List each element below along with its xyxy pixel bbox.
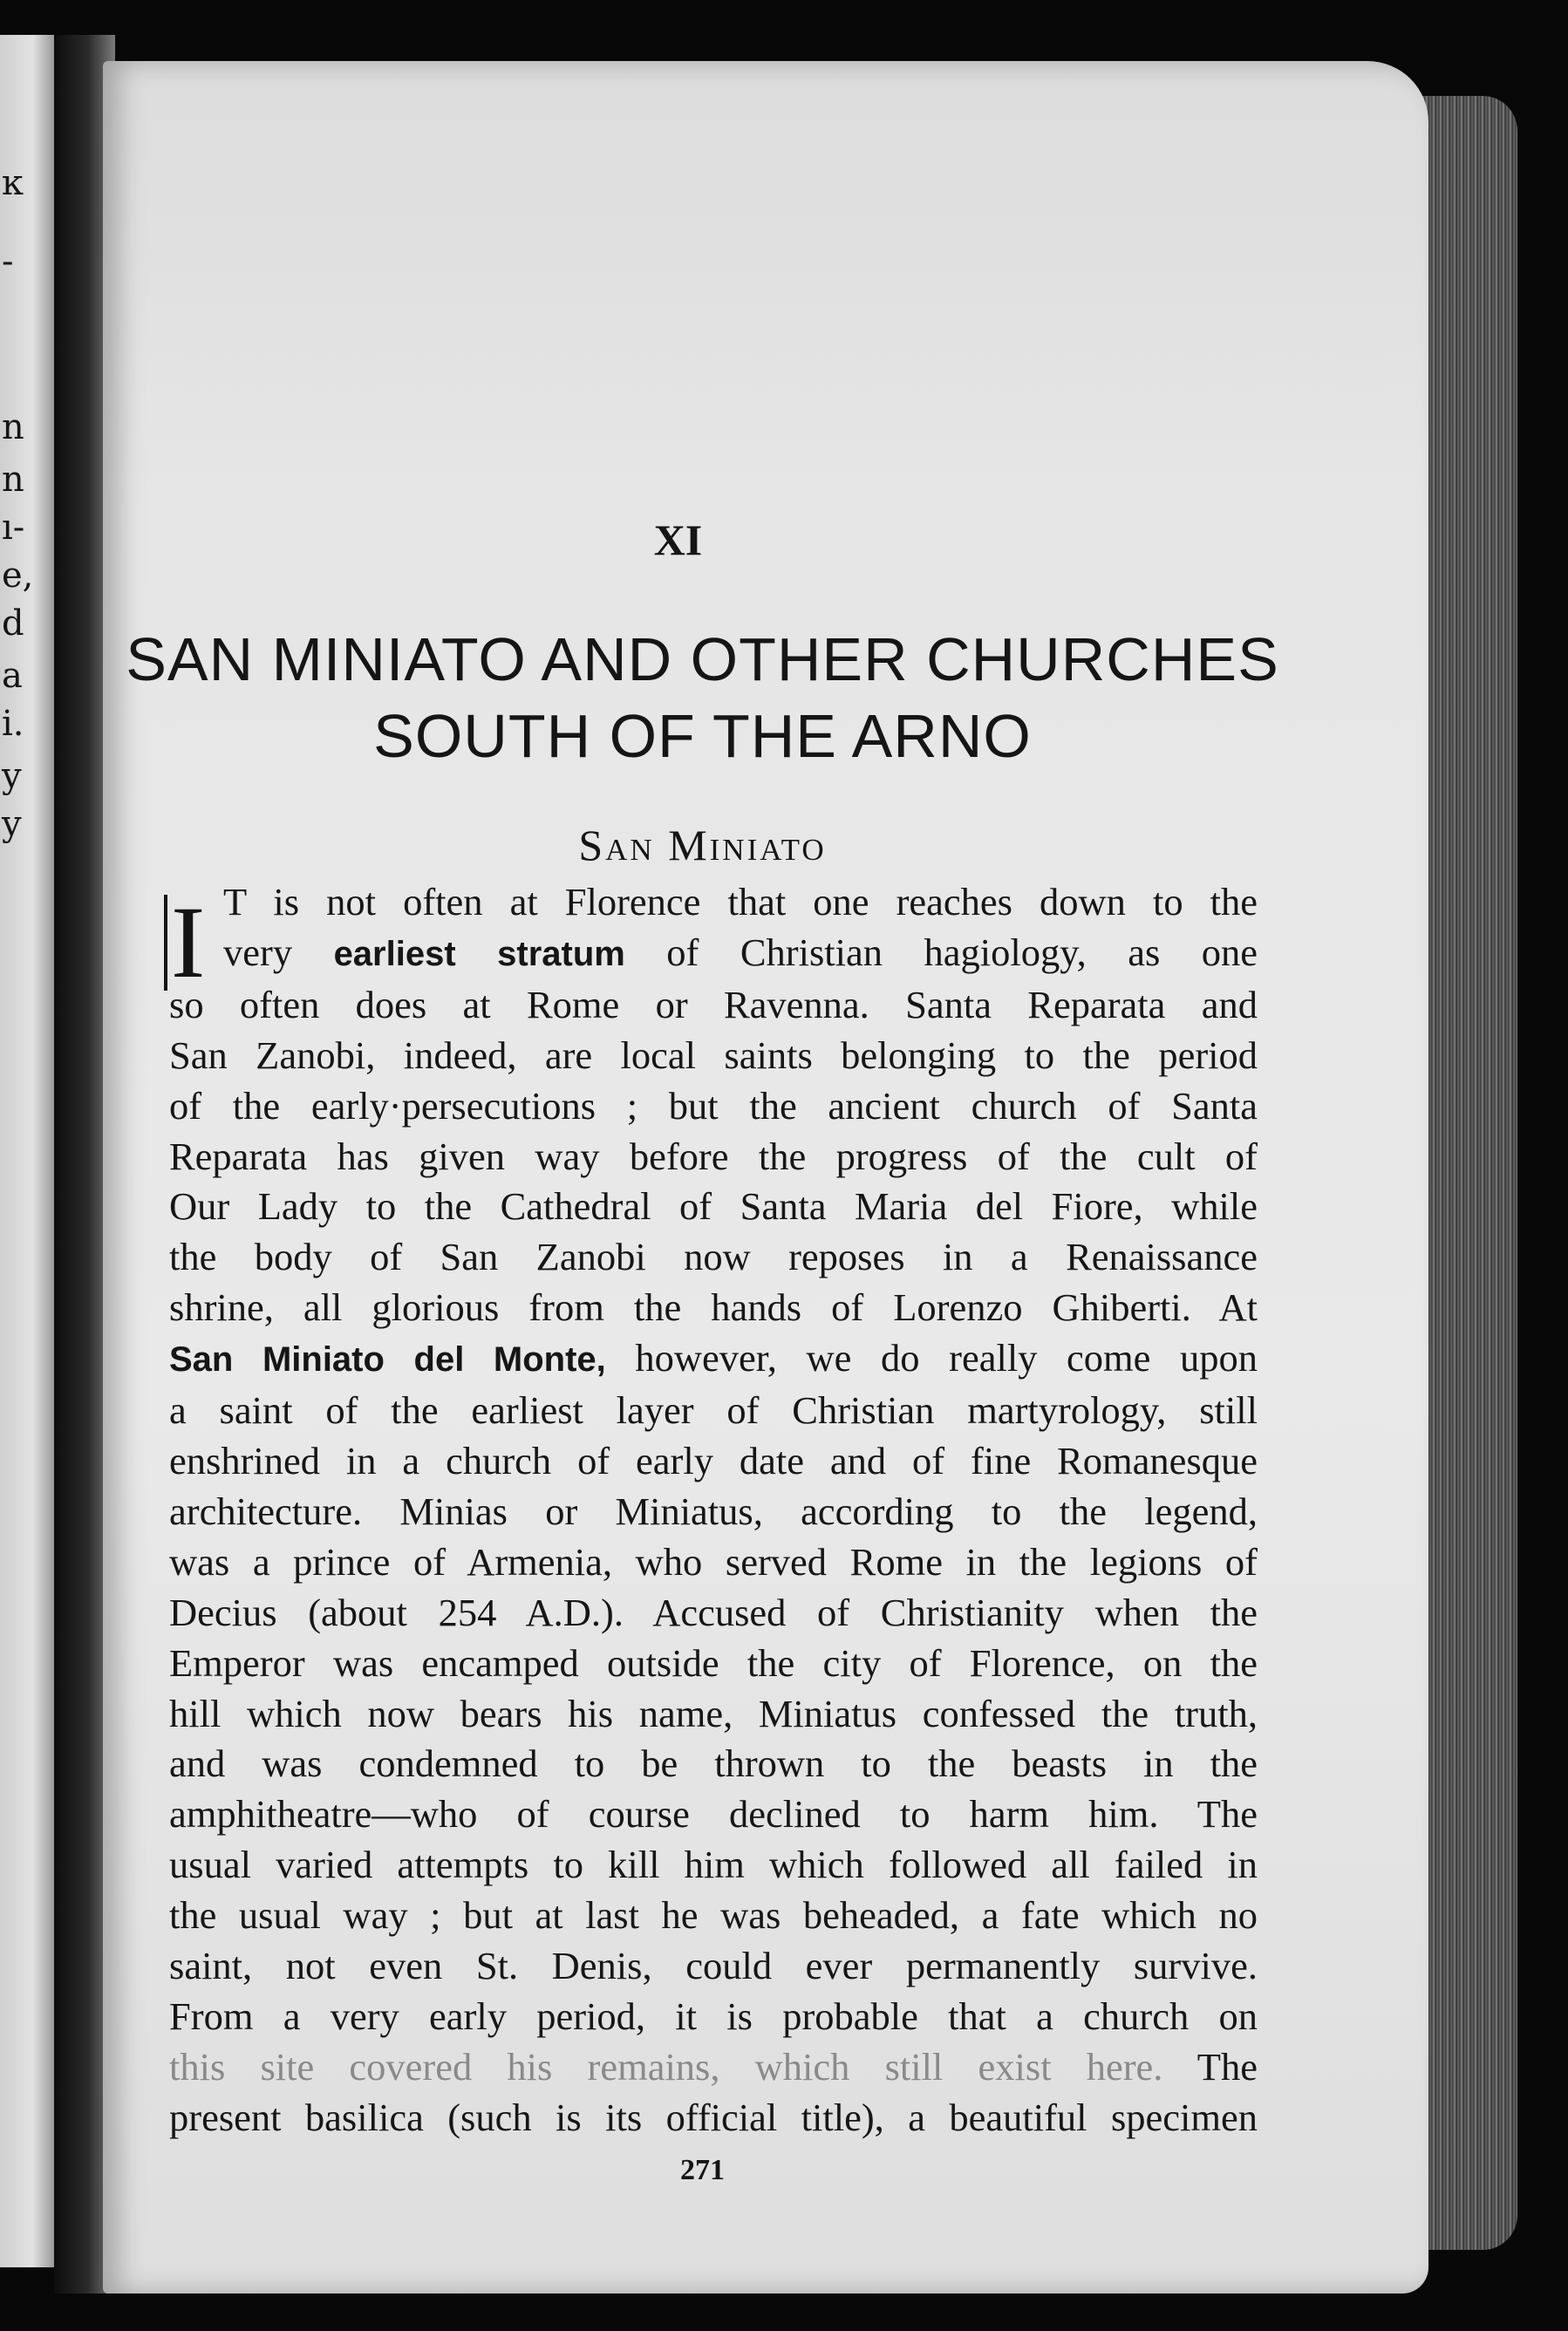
text-run: very (223, 930, 334, 974)
text-line: was a prince of Armenia, who served Rome in the legions of (169, 1539, 1258, 1584)
section-heading: San Miniato (578, 821, 827, 869)
text-run: however, we do really come upon (605, 1336, 1258, 1380)
text-line: enshrined in a church of early date and of fine Romanesque (169, 1438, 1258, 1482)
text-line: T is not often at Florence that one reaches down to the (223, 880, 1258, 924)
text-line: saint, not even St. Denis, could ever permanently survive. (169, 1944, 1258, 1988)
facing-page-fragment: n (2, 460, 24, 500)
text-line: usual varied attempts to kill him which followed all failed in (169, 1843, 1258, 1887)
facing-page-fragment: d (2, 603, 24, 644)
body-text (169, 877, 1258, 2144)
text-line: hill which now bears his name, Miniatus confessed the truth, (169, 1691, 1258, 1735)
text-line: shrine, all glorious from the hands of Lorenzo Ghiberti. At (169, 1285, 1258, 1330)
text-line: so often does at Rome or Ravenna. Santa Reparata and (169, 982, 1258, 1026)
facing-page-edge (0, 35, 54, 2267)
facing-page-fragment: y (2, 804, 22, 844)
page-number: 271 (680, 2154, 725, 2186)
drop-cap: I (164, 895, 205, 991)
facing-page-fragment: i. (2, 704, 24, 744)
chapter-title (0, 621, 1405, 774)
text-line: of the early·persecutions ; but the ancient church of Santa (169, 1083, 1258, 1128)
facing-page-fragment: - (2, 242, 14, 282)
text-line: Our Lady to the Cathedral of Santa Maria del Fiore, while (169, 1184, 1258, 1229)
text-line: present basilica (such is its official title), a beautiful specimen (169, 2095, 1258, 2139)
chapter-title-line: SAN MINIATO AND OTHER CHURCHES (126, 625, 1279, 693)
facing-page-fragment: ı- (2, 508, 25, 548)
text-line: the body of San Zanobi now reposes in a Renaissance (169, 1235, 1258, 1279)
text-line (169, 2042, 1258, 2093)
text-line: and was condemned to be thrown to the beasts in the (169, 1741, 1258, 1786)
text-line: From a very early period, it is probable that a church on (169, 1994, 1258, 2038)
bold-term: San Miniato del Monte, (169, 1340, 606, 1380)
faded-text-run: this site covered his remains, which still exist here. (169, 2044, 1163, 2089)
text-line (169, 1333, 1258, 1386)
facing-page-fragment: n (2, 407, 24, 447)
text-line: Reparata has given way before the progress of the cult of (169, 1134, 1258, 1178)
text-line: architecture. Minias or Miniatus, according to the legend, (169, 1489, 1258, 1533)
bold-term: earliest stratum (333, 934, 625, 973)
facing-page-fragment: a (2, 656, 23, 696)
text-line: Decius (about 254 A.D.). Accused of Christianity when the (169, 1590, 1258, 1634)
chapter-number: XI (653, 515, 703, 564)
text-run: of Christian hagiology, as one (624, 930, 1258, 974)
text-line: a saint of the earliest layer of Christian martyrology, still (169, 1388, 1258, 1433)
text-line: Emperor was encamped outside the city of Florence, on the (169, 1640, 1258, 1685)
chapter-title-line: SOUTH OF THE ARNO (373, 702, 1032, 770)
facing-page-fragment: e, (2, 555, 34, 596)
text-line: the usual way ; but at last he was beheaded, a fate which no (169, 1893, 1258, 1938)
text-line: amphitheatre—who of course declined to harm him. The (169, 1792, 1258, 1837)
text-run: The (1162, 2044, 1258, 2089)
facing-page-fragment: y (2, 756, 22, 796)
facing-page-fragment: ĸ (2, 163, 24, 203)
text-line: San Zanobi, indeed, are local saints belonging to the period (169, 1033, 1258, 1077)
text-line (169, 928, 1258, 980)
